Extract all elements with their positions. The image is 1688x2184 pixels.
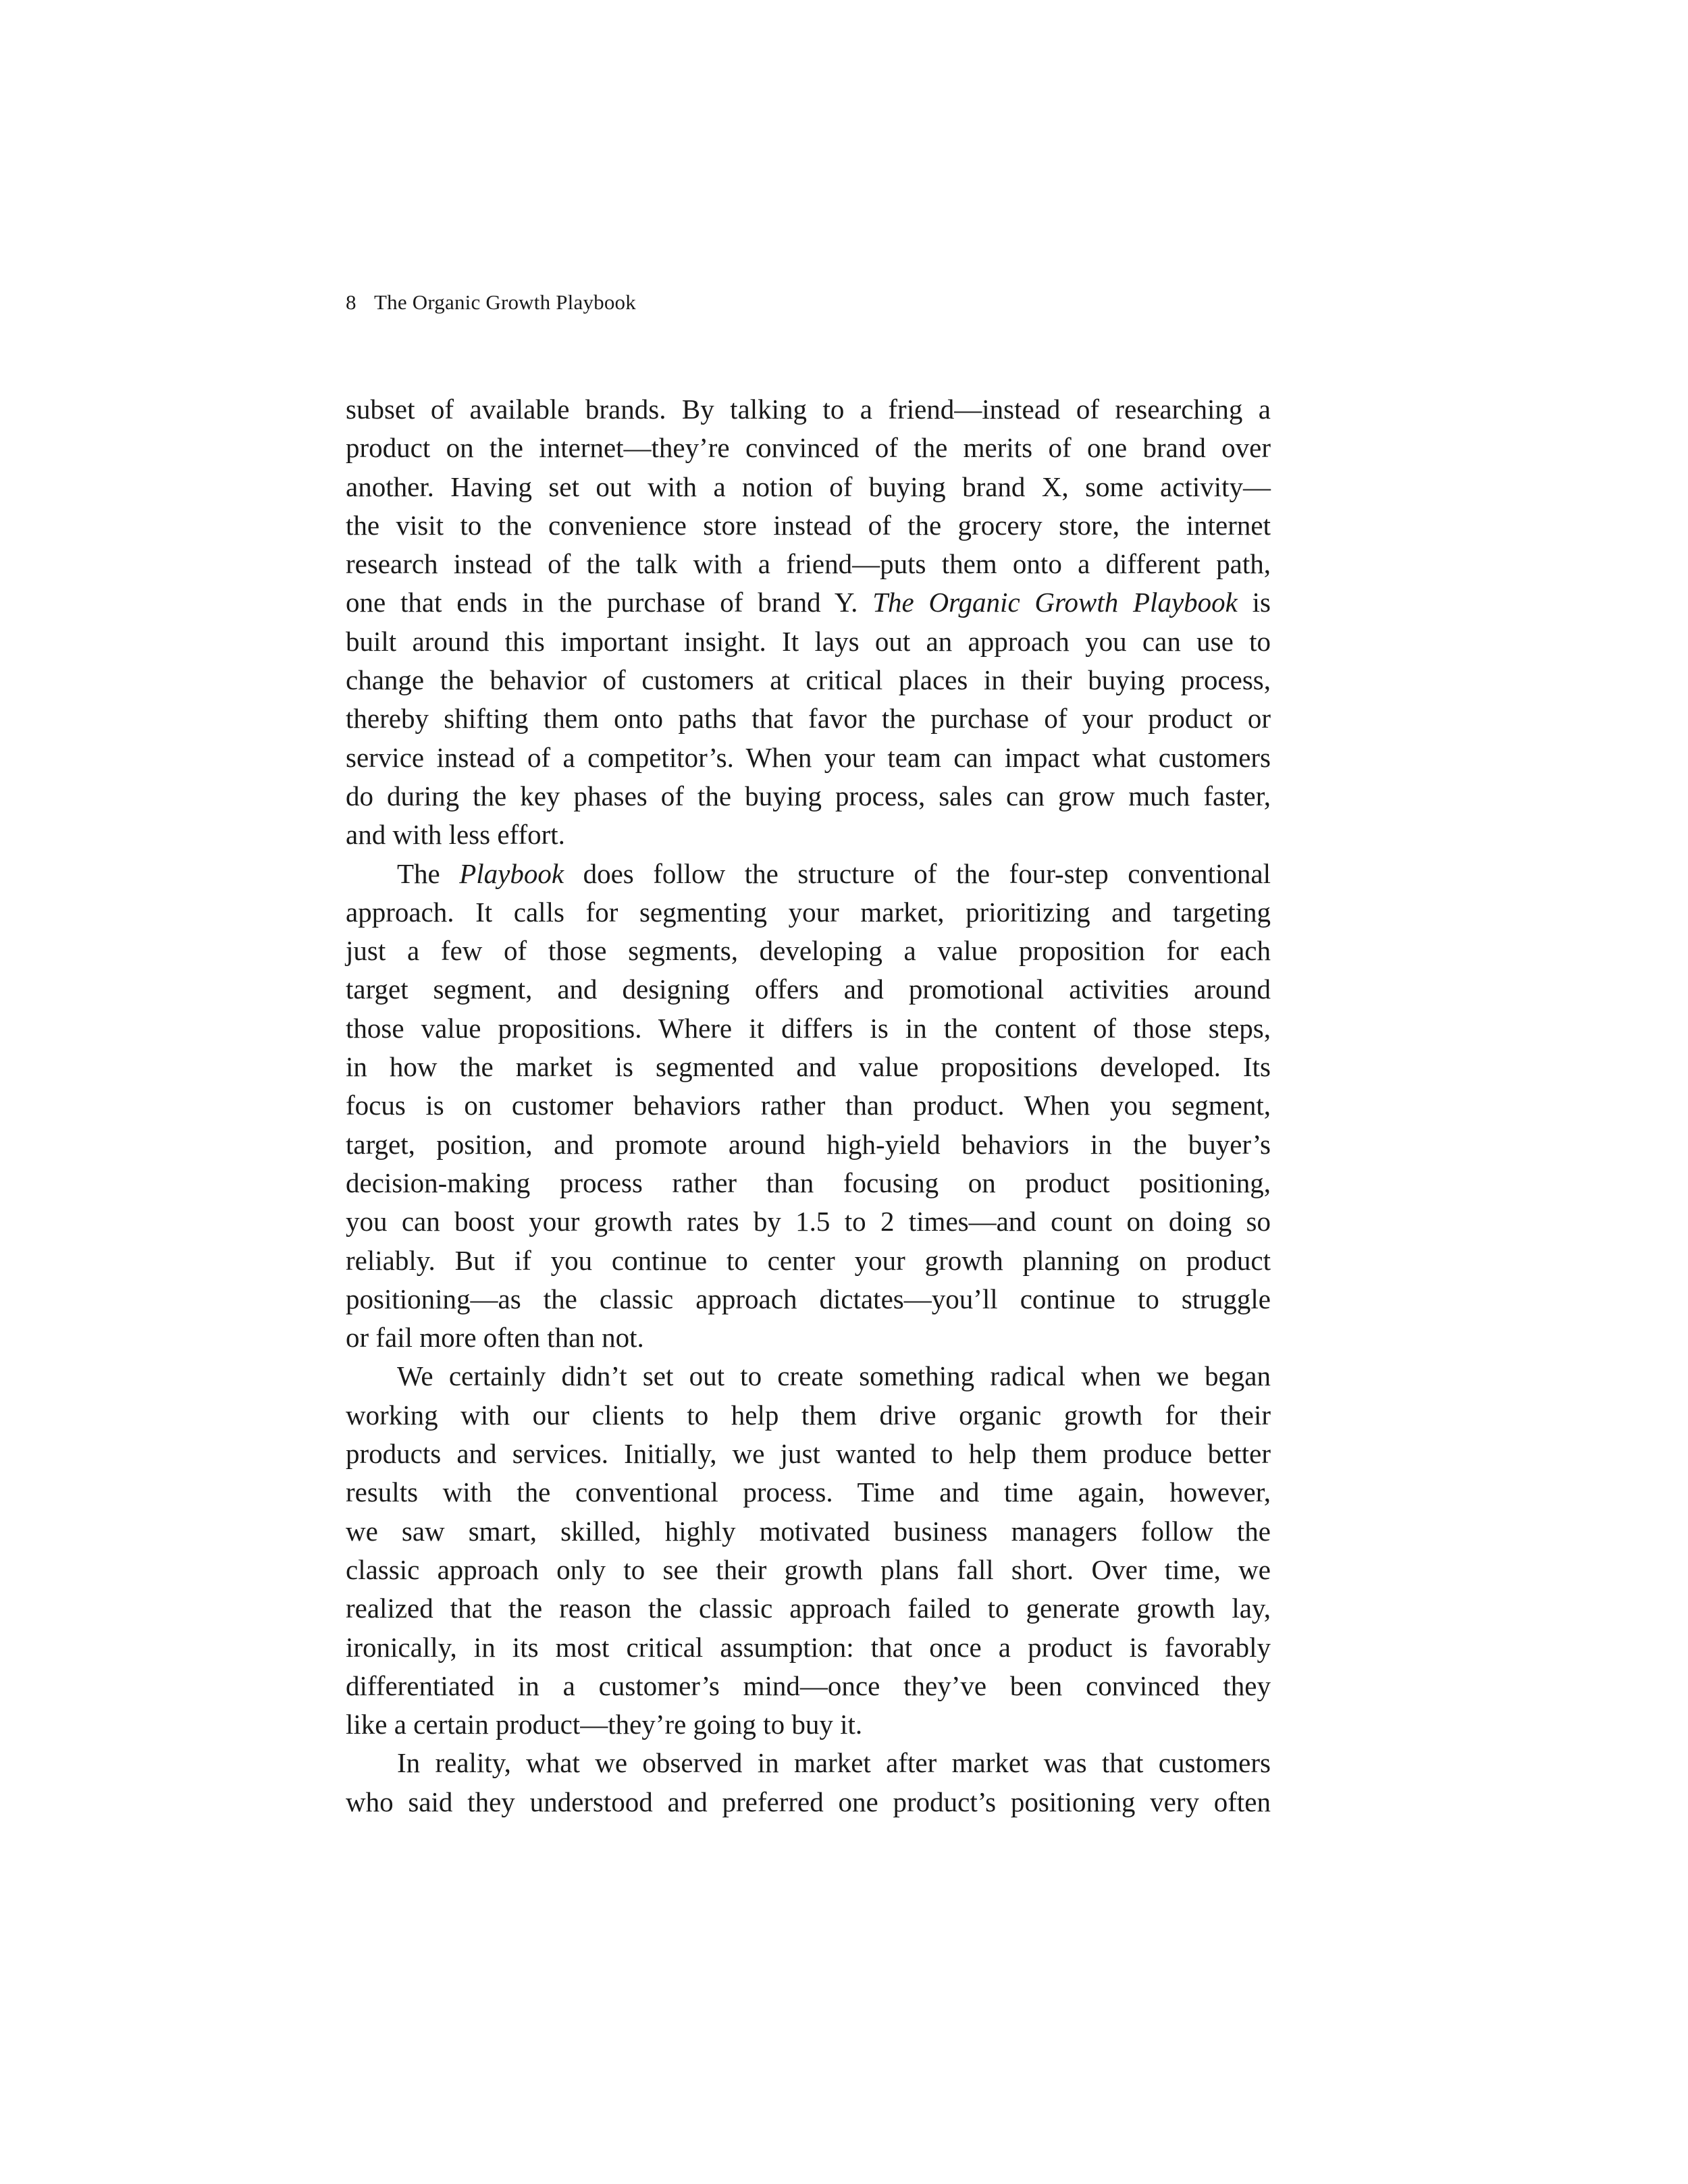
text-line: We certainly didn’t set out to create something radical when we began	[397, 1360, 1271, 1392]
text-line: service instead of a competitor’s. When your team can impact what customers	[346, 741, 1271, 773]
text-line: approach. It calls for segmenting your market, prioritizing and targeting	[346, 896, 1271, 928]
running-head	[346, 289, 636, 316]
text-line: just a few of those segments, developing a value proposition for each	[346, 935, 1271, 967]
text-line: research instead of the talk with a friend—puts them onto a different path,	[346, 548, 1271, 580]
text-line: classic approach only to see their growth plans fall short. Over time, we	[346, 1553, 1271, 1585]
text-segment: one that ends in the purchase of brand Y.	[346, 587, 873, 618]
running-head-title: The Organic Growth Playbook	[374, 290, 636, 314]
text-segment: is	[1237, 587, 1271, 618]
text-line: subset of available brands. By talking to a friend—instead of researching a	[346, 394, 1271, 425]
text-line: focus is on customer behaviors rather than product. When you segment,	[346, 1090, 1271, 1121]
text-line: in how the market is segmented and value propositions developed. Its	[346, 1051, 1271, 1083]
text-line: who said they understood and preferred one product’s positioning very often	[346, 1786, 1271, 1817]
text-line: product on the internet—they’re convinced of the merits of one brand over	[346, 432, 1271, 464]
text-line: realized that the reason the classic approach failed to generate growth lay,	[346, 1593, 1271, 1624]
text-segment: The	[397, 857, 460, 889]
page-number: 8	[346, 290, 357, 314]
text-line: like a certain product—they’re going to buy it.	[346, 1709, 863, 1740]
text-line: you can boost your growth rates by 1.5 to 2 times—and count on doing so	[346, 1206, 1271, 1237]
text-line: another. Having set out with a notion of buying brand X, some activity—	[346, 471, 1271, 502]
text-line: decision-making process rather than focusing on product positioning,	[346, 1167, 1271, 1198]
text-line: reliably. But if you continue to center your growth planning on product	[346, 1244, 1271, 1276]
text-line: target segment, and designing offers and promotional activities around	[346, 974, 1271, 1005]
text-line: ironically, in its most critical assumption: that once a product is favorably	[346, 1631, 1271, 1663]
text-line: we saw smart, skilled, highly motivated business managers follow the	[346, 1515, 1271, 1547]
text-line: thereby shifting them onto paths that favor the purchase of your product or	[346, 703, 1271, 735]
book-title-italic: Playbook	[459, 857, 564, 889]
text-segment: does follow the structure of the four-step conventional	[564, 857, 1271, 889]
text-line: target, position, and promote around high-yield behaviors in the buyer’s	[346, 1128, 1271, 1160]
text-line: differentiated in a customer’s mind—once they’ve been convinced they	[346, 1670, 1271, 1701]
text-line: products and services. Initially, we just wanted to help them produce better	[346, 1438, 1271, 1470]
text-line	[346, 855, 1271, 893]
text-line: positioning—as the classic approach dictates—you’ll continue to struggle	[346, 1283, 1271, 1314]
text-line: results with the conventional process. Time and time again, however,	[346, 1476, 1271, 1508]
book-title-italic: The Organic Growth Playbook	[872, 587, 1238, 618]
text-line: In reality, what we observed in market after market was that customers	[397, 1747, 1271, 1779]
text-line: the visit to the convenience store instead of the grocery store, the internet	[346, 509, 1271, 541]
text-line: do during the key phases of the buying process, sales can grow much faster,	[346, 780, 1271, 811]
text-line: change the behavior of customers at critical places in their buying process,	[346, 664, 1271, 696]
text-line: built around this important insight. It lays out an approach you can use to	[346, 625, 1271, 657]
text-line: or fail more often than not.	[346, 1322, 644, 1354]
body-text	[346, 390, 1271, 1821]
text-line: and with less effort.	[346, 819, 565, 851]
text-line: working with our clients to help them drive organic growth for their	[346, 1399, 1271, 1431]
text-line	[346, 583, 1271, 622]
text-line: those value propositions. Where it differs is in the content of those steps,	[346, 1012, 1271, 1044]
